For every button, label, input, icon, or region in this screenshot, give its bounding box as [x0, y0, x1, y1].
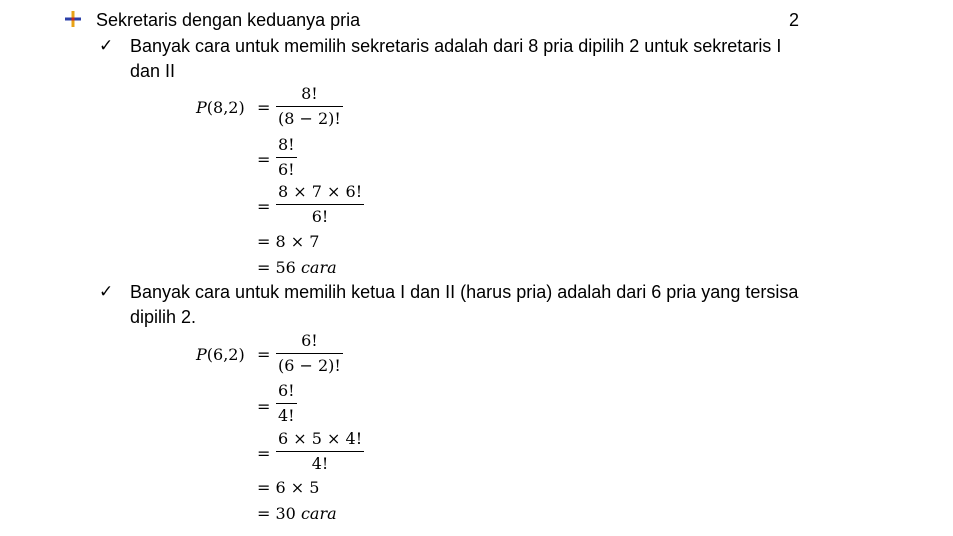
fraction-denominator: 4!: [311, 454, 329, 473]
cross-bullet-icon: [64, 10, 82, 28]
section2-step3-fraction: [276, 429, 364, 474]
section1-permutation-lhs: P(8,2): [196, 98, 245, 117]
section2-step5: [257, 504, 337, 524]
section-heading: Sekretaris dengan keduanya pria: [96, 10, 361, 30]
section2-step1-equals: =: [257, 345, 271, 364]
result-value: = 30: [257, 504, 301, 523]
section1-step4: = 8 × 7: [257, 232, 320, 251]
section1-step2-fraction: [276, 135, 297, 180]
section2-step2-equals: =: [257, 397, 271, 416]
section2-step1-fraction: [276, 331, 343, 376]
section1-step3-fraction: [276, 182, 364, 227]
section1-text-line1: Banyak cara untuk memilih sekretaris adalah dari 8 pria dipilih 2 untuk sekretaris I: [130, 36, 782, 56]
fraction-denominator: (6 − 2)!: [278, 356, 341, 375]
result-unit: cara: [300, 504, 337, 523]
section1-step1-fraction: [276, 84, 343, 129]
result-unit: cara: [300, 258, 337, 277]
checkmark-icon: ✓: [99, 36, 114, 56]
fraction-denominator: 6!: [278, 160, 295, 179]
fraction-numerator: 6 × 5 × 4!: [278, 429, 363, 448]
section1-step3-equals: =: [257, 197, 271, 216]
fraction-numerator: 8 × 7 × 6!: [278, 182, 363, 201]
section2-permutation-lhs: P(6,2): [196, 345, 245, 364]
section1-step2-equals: =: [257, 150, 271, 169]
section1-step5: [257, 258, 337, 278]
section2-text-line1: Banyak cara untuk memilih ketua I dan II (harus pria) adalah dari 6 pria yang tersisa: [130, 282, 799, 302]
fraction-denominator: 6!: [311, 207, 329, 226]
fraction-denominator: 4!: [278, 406, 295, 425]
section1-step1-equals: =: [257, 98, 271, 117]
result-value: = 56: [257, 258, 301, 277]
section1-text-line2: dan II: [130, 61, 176, 81]
page-number: 2: [789, 10, 800, 30]
fraction-numerator: 6!: [278, 381, 295, 400]
section2-step4: = 6 × 5: [257, 478, 320, 497]
fraction-numerator: 8!: [278, 135, 295, 154]
section2-step3-equals: =: [257, 444, 271, 463]
fraction-numerator: 8!: [301, 84, 318, 103]
section2-text-line2: dipilih 2.: [130, 307, 197, 327]
fraction-numerator: 6!: [301, 331, 318, 350]
checkmark-icon: ✓: [99, 282, 114, 302]
section2-step2-fraction: [276, 381, 297, 426]
fraction-denominator: (8 − 2)!: [278, 109, 341, 128]
